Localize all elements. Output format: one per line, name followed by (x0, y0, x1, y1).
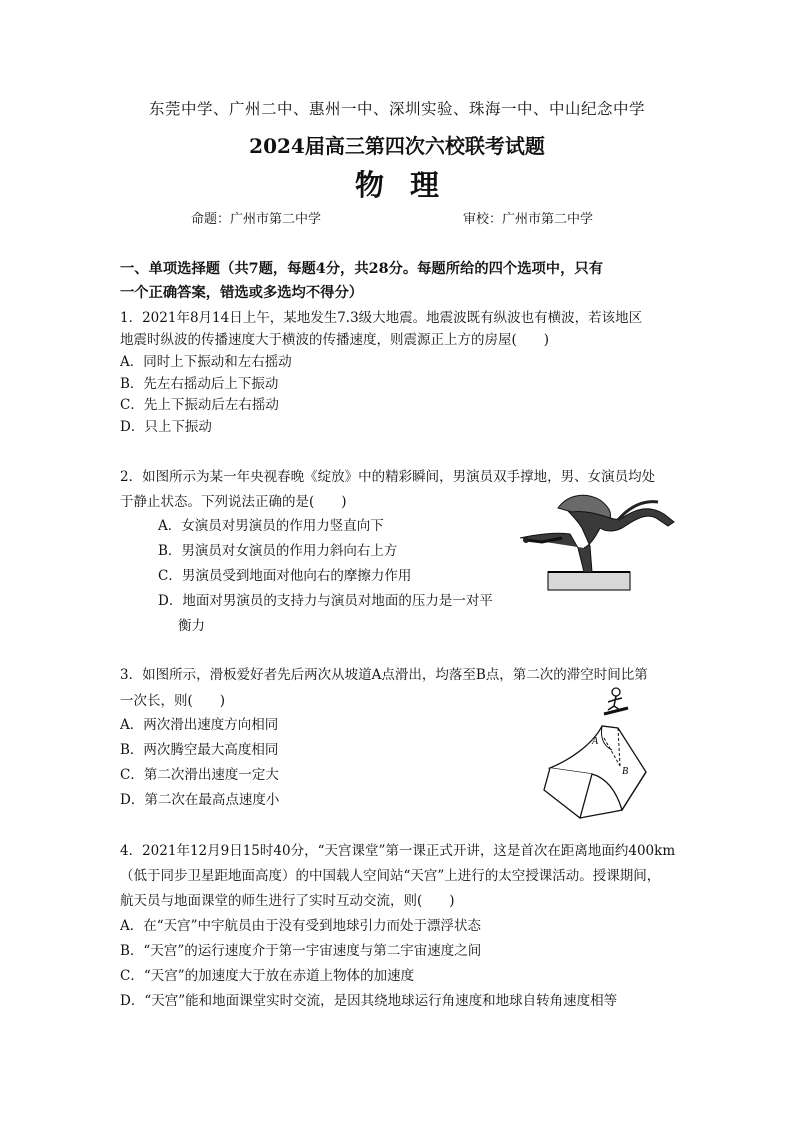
q3-option-d: D．第二次在最高点速度小 (120, 792, 280, 808)
q3-option-a: A．两次滑出速度方向相同 (120, 717, 279, 733)
q4-stem-line3: 航天员与地面课堂的师生进行了实时互动交流，则( ) (120, 893, 455, 909)
q2-stem-line1: 2．如图所示为某一年央视春晚《绽放》中的精彩瞬间，男演员双手撑地，男、女演员均处 (120, 469, 656, 485)
q3-stem-line2: 一次长，则( ) (120, 693, 226, 709)
q4-option-b: B．“天宫”的运行速度介于第一宇宙速度与第二宇宙速度之间 (120, 943, 482, 959)
q1-option-c: C．先上下振动后左右摇动 (120, 397, 279, 413)
q1-option-d: D．只上下振动 (120, 419, 212, 435)
section-heading-line2: 一个正确答案，错选或多选均不得分） (120, 285, 364, 301)
q4-stem-line2: （低于同步卫星距地面高度）的中国载人空间站“天宫”上进行的太空授课活动。授课期间， (120, 868, 661, 884)
q4-option-c: C．“天宫”的加速度大于放在赤道上物体的加速度 (120, 968, 415, 984)
schools-line: 东莞中学、广州二中、惠州一中、深圳实验、珠海一中、中山纪念中学 (148, 100, 645, 118)
q2-option-c: C．男演员受到地面对他向右的摩擦力作用 (158, 568, 412, 584)
q2-stem-line2: 于静止状态。下列说法正确的是( ) (120, 494, 347, 510)
point-a-label: A (592, 736, 599, 747)
reviewer-label: 审校：广州市第二中学 (463, 212, 594, 227)
section-heading-line1: 一、单项选择题（共7题，每题4分，共28分。每题所给的四个选项中，只有 (120, 261, 603, 277)
q3-option-b: B．两次腾空最大高度相同 (120, 742, 279, 758)
q3-stem-line1: 3．如图所示，滑板爱好者先后两次从坡道A点滑出，均落至B点，第二次的滞空时间比第 (120, 667, 648, 683)
q1-stem-line2: 地震时纵波的传播速度大于横波的传播速度，则震源正上方的房屋( ) (120, 332, 550, 348)
proposer-label: 命题：广州市第二中学 (191, 212, 322, 227)
subject-title: 物理 (354, 168, 465, 202)
exam-title: 2024届高三第四次六校联考试题 (249, 134, 545, 158)
point-b-label: B (622, 766, 629, 777)
q2-option-d-cont: 衡力 (178, 618, 205, 634)
q2-option-d: D．地面对男演员的支持力与演员对地面的压力是一对平 (158, 593, 493, 609)
q4-stem-line1: 4．2021年12月9日15时40分，“天宫课堂”第一课正式开讲，这是首次在距离地面约400km (120, 843, 676, 859)
q4-option-a: A．在“天宫”中宇航员由于没有受到地球引力而处于漂浮状态 (120, 918, 482, 934)
q2-option-b: B．男演员对女演员的作用力斜向右上方 (158, 543, 398, 559)
q1-option-a: A．同时上下振动和左右摇动 (120, 354, 292, 370)
q1-option-b: B．先左右摇动后上下振动 (120, 376, 279, 392)
q3-option-c: C．第二次滑出速度一定大 (120, 767, 279, 783)
q2-option-a: A．女演员对男演员的作用力竖直向下 (158, 518, 384, 534)
q4-option-d: D．“天宫”能和地面课堂实时交流，是因其绕地球运行角速度和地球自转角速度相等 (120, 993, 618, 1009)
ramp-figure (540, 686, 670, 820)
dancers-figure (518, 488, 678, 594)
q1-stem-line1: 1．2021年8月14日上午，某地发生7.3级大地震。地震波既有纵波也有横波，若该地区 (120, 310, 643, 326)
